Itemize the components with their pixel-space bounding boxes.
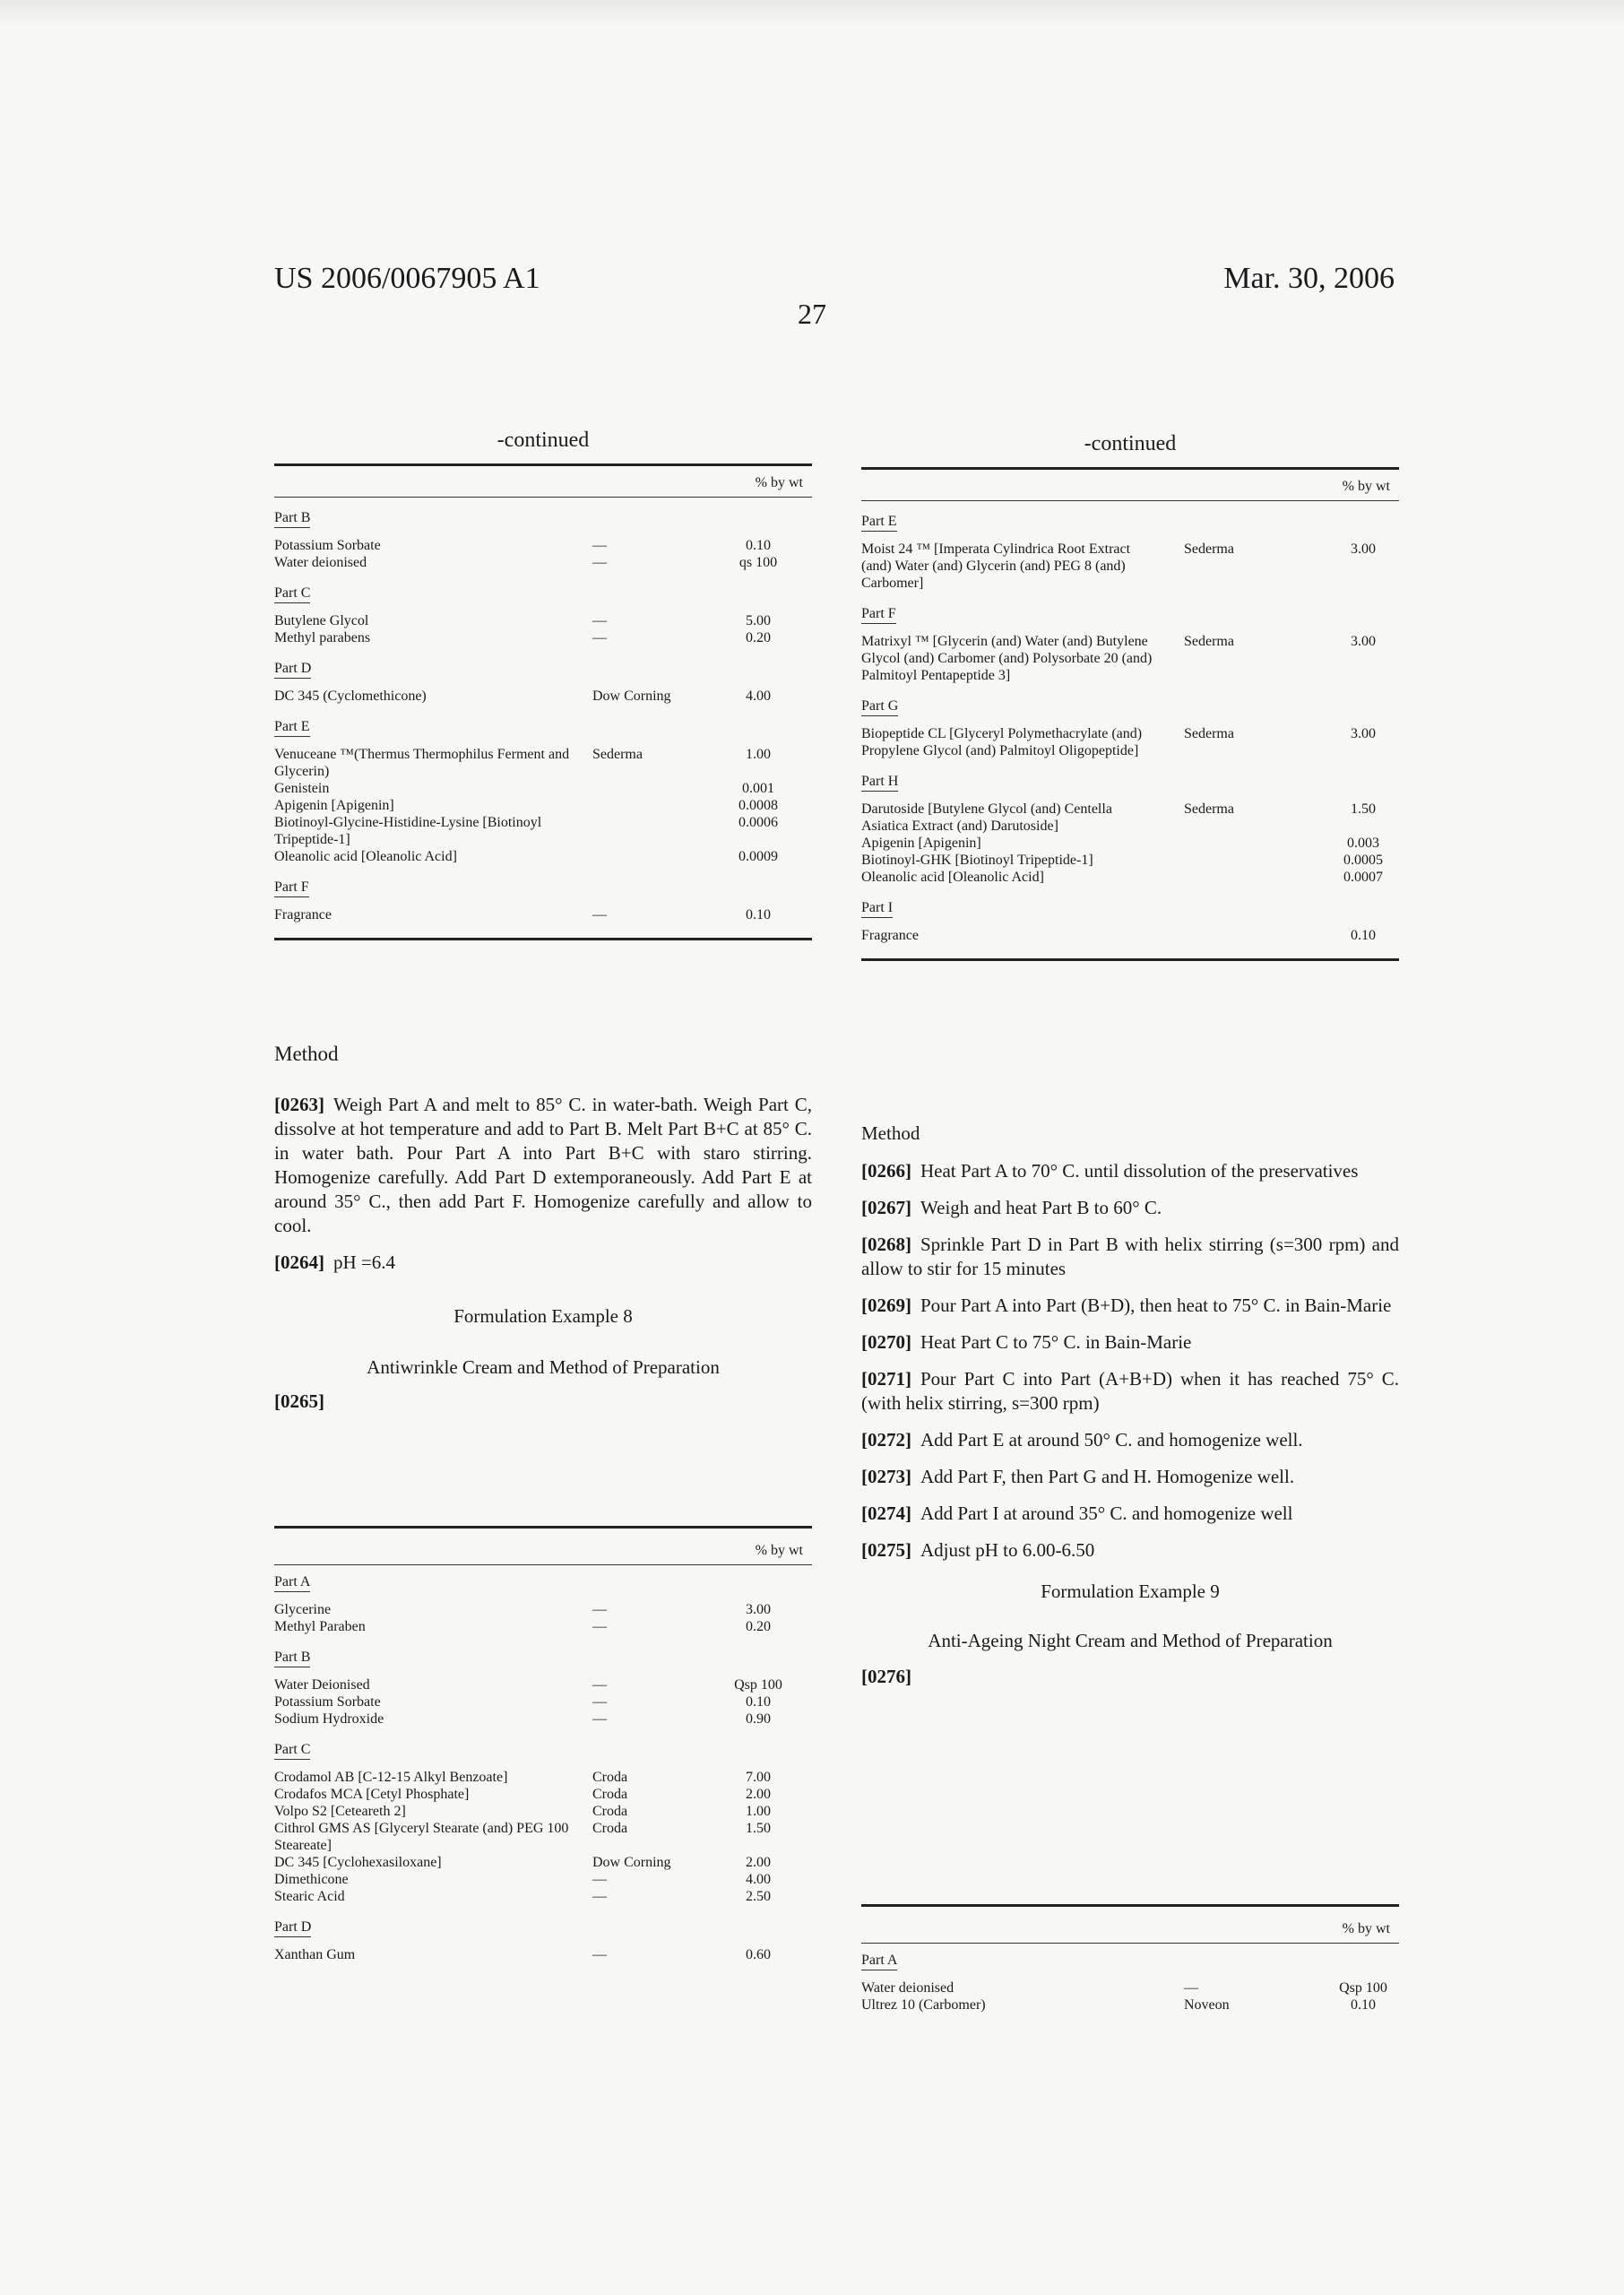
example-title: Formulation Example 8 [454,1305,633,1327]
left-column-table2 [274,1526,812,1978]
ingredient-table [274,510,812,923]
weight-percent: 1.50 [746,1821,771,1836]
right-column [861,432,1399,961]
weight-percent: 1.50 [1351,801,1376,817]
paragraph-0267: [0267] Weigh and heat Part B to 60° C. [861,1197,1162,1218]
table-row [861,1996,1399,2014]
example-title: Formulation Example 9 [1041,1581,1220,1602]
supplier-name: — [592,555,607,570]
table-header-rule [861,1943,1399,1944]
table-row [274,797,812,814]
weight-percent: 0.003 [1347,836,1379,851]
weight-percent: 0.0007 [1343,870,1383,885]
paragraph-0275: [0275] Adjust pH to 6.00-6.50 [861,1539,1095,1561]
table-bottom-rule [861,958,1399,961]
example-subtitle: Antiwrinkle Cream and Method of Preparation [367,1356,720,1378]
unit-header: % by wt [755,475,803,490]
ingredient-name: Crodamol AB [C-12-15 Alkyl Benzoate] [274,1770,508,1785]
method-paragraphs [861,1159,1399,1563]
paragraph-0269: [0269] Pour Part A into Part (B+D), then heat to 75° C. in Bain-Marie [861,1295,1392,1316]
weight-percent: 3.00 [1351,541,1376,557]
part-label: Part A [274,1574,310,1592]
page-number: 27 [798,298,826,330]
weight-percent: 0.0009 [739,849,778,864]
ingredient-name: Oleanolic acid [Oleanolic Acid] [274,849,457,864]
part-label: Part H [861,774,898,792]
table-row [274,1618,812,1635]
ingredient-name: Methyl parabens [274,630,371,645]
unit-header: % by wt [1342,1921,1390,1936]
table-continued-title: -continued [1084,432,1177,455]
ingredient-name: Volpo S2 [Ceteareth 2] [274,1804,406,1819]
table-row [274,1820,812,1854]
table-row [274,1710,812,1728]
ingredient-name: DC 345 [Cyclohexasiloxane] [274,1855,442,1870]
supplier-name: Sederma [1184,801,1234,817]
supplier-name: Dow Corning [592,688,671,704]
supplier-name: Sederma [1184,634,1234,649]
table-row [274,1871,812,1888]
supplier-name: — [592,1889,607,1904]
weight-percent: 0.60 [746,1947,771,1962]
supplier-name: — [1184,1980,1198,1996]
paragraph-0273: [0273] Add Part F, then Part G and H. Homogenize well. [861,1466,1295,1487]
table-row [274,688,812,705]
right-column-table2 [861,1904,1399,2028]
part-label: Part C [274,585,310,603]
supplier-name: — [592,907,607,922]
weight-percent: 0.001 [742,781,774,796]
table-row [274,746,812,780]
weight-percent: 0.10 [746,907,771,922]
ingredient-name: Water deionised [861,1980,955,1996]
part-label: Part G [861,698,898,716]
paragraph-0271: [0271] Pour Part C into Part (A+B+D) when it has reached 75° C. (with helix stirring, s=300 rpm) [861,1368,1399,1414]
table-row [861,633,1399,684]
supplier-name: — [592,630,607,645]
weight-percent: qs 100 [739,555,778,570]
table-row [274,906,812,923]
ingredient-name: Xanthan Gum [274,1947,356,1962]
ingredient-name: Biopeptide CL [Glyceryl Polymethacrylate (and) Propylene Glycol (and) Palmitoyl Oligopeptide] [861,726,1143,758]
ingredient-name: Ultrez 10 (Carbomer) [861,1997,986,2013]
weight-percent: 0.0005 [1343,853,1383,868]
ingredient-name: Biotinoyl-Glycine-Histidine-Lysine [Biotinoyl Tripeptide-1] [274,815,542,847]
part-label: Part C [274,1742,310,1760]
supplier-name: Noveon [1184,1997,1230,2013]
ingredient-name: Glycerine [274,1602,332,1617]
supplier-name: Croda [592,1770,628,1785]
table-header-rule [861,500,1399,501]
table-row [274,780,812,797]
table-row [274,1676,812,1693]
ingredient-name: Potassium Sorbate [274,538,381,553]
supplier-name: Dow Corning [592,1855,671,1870]
table-row [861,541,1399,592]
part-group [861,541,1399,592]
table-header-rule [274,1564,812,1565]
document-number: US 2006/0067905 A1 [274,262,540,295]
table-row [861,869,1399,886]
table-row [274,612,812,629]
method-heading: Method [274,1043,339,1065]
table-row [274,848,812,865]
weight-percent: Qsp 100 [734,1677,782,1693]
part-label: Part F [861,606,896,624]
weight-percent: 2.50 [746,1889,771,1904]
part-group [861,725,1399,759]
weight-percent: 0.0008 [739,798,778,813]
ingredient-name: Fragrance [274,907,332,922]
ingredient-name: Cithrol GMS AS [Glyceryl Stearate (and) PEG 100 Steareate] [274,1821,569,1853]
supplier-name: Sederma [1184,726,1234,741]
weight-percent: 0.10 [1351,928,1376,943]
unit-header: % by wt [755,1543,803,1558]
ingredient-table [861,514,1399,944]
table-row [274,1769,812,1786]
part-group [274,1946,812,1963]
part-group [274,746,812,865]
paragraph-0274: [0274] Add Part I at around 35° C. and homogenize well [861,1503,1293,1524]
paragraph-0264: [0264] pH =6.4 [274,1251,396,1273]
part-label: Part F [274,879,309,897]
table-header-rule [274,497,812,498]
supplier-name: — [592,1602,607,1617]
ingredient-name: Apigenin [Apigenin] [274,798,394,813]
supplier-name: — [592,1677,607,1693]
table-row [861,835,1399,852]
weight-percent: 4.00 [746,688,771,704]
supplier-name: Croda [592,1821,628,1836]
weight-percent: 0.20 [746,630,771,645]
table-row [861,801,1399,835]
scan-edge [0,0,1624,27]
part-group [274,537,812,571]
weight-percent: 3.00 [746,1602,771,1617]
part-group [861,633,1399,684]
table-row [274,1854,812,1871]
publication-date: Mar. 30, 2006 [1223,262,1395,295]
table-row [274,1601,812,1618]
method-section-right [861,1122,1399,1702]
ingredient-name: Genistein [274,781,330,796]
weight-percent: 7.00 [746,1770,771,1785]
table-row [274,1946,812,1963]
ingredient-name: Oleanolic acid [Oleanolic Acid] [861,870,1044,885]
ingredient-name: Water Deionised [274,1677,370,1693]
ingredient-table [861,1953,1399,2014]
supplier-name: — [592,1872,607,1887]
weight-percent: 0.10 [746,1694,771,1710]
weight-percent: 1.00 [746,747,771,762]
weight-percent: 0.10 [746,538,771,553]
ingredient-name: Darutoside [Butylene Glycol (and) Centella Asiatica Extract (and) Darutoside] [861,801,1112,834]
weight-percent: 3.00 [1351,726,1376,741]
table-row [274,537,812,554]
table-row [861,927,1399,944]
weight-percent: 4.00 [746,1872,771,1887]
ingredient-name: Fragrance [861,928,919,943]
ingredient-name: Stearic Acid [274,1889,345,1904]
weight-percent: 1.00 [746,1804,771,1819]
part-label: Part A [861,1953,897,1970]
weight-percent: 0.10 [1351,1997,1376,2013]
supplier-name: Sederma [592,747,643,762]
ingredient-name: DC 345 (Cyclomethicone) [274,688,427,704]
ingredient-name: Sodium Hydroxide [274,1711,384,1727]
weight-percent: 0.0006 [739,815,778,830]
weight-percent: 0.90 [746,1711,771,1727]
paragraph-0272: [0272] Add Part E at around 50° C. and homogenize well. [861,1429,1303,1451]
weight-percent: 0.20 [746,1619,771,1634]
table-continued-title: -continued [497,429,590,452]
part-label: Part D [274,1919,311,1937]
ingredient-name: Biotinoyl-GHK [Biotinoyl Tripeptide-1] [861,853,1093,868]
table-row [274,1693,812,1710]
table-row [274,1803,812,1820]
supplier-name: — [592,538,607,553]
part-group [274,1769,812,1905]
supplier-name: — [592,1619,607,1634]
ingredient-name: Butylene Glycol [274,613,369,628]
supplier-name: Croda [592,1804,628,1819]
part-group [274,906,812,923]
part-label: Part B [274,510,310,528]
part-group [861,801,1399,886]
supplier-name: — [592,1694,607,1710]
ingredient-name: Moist 24 ™ [Imperata Cylindrica Root Extract (and) Water (and) Glycerin (and) PEG 8 (and) Carbomer] [861,541,1131,591]
part-group [861,927,1399,944]
supplier-name: — [592,1711,607,1727]
part-group [274,1601,812,1635]
weight-percent: 3.00 [1351,634,1376,649]
example-subtitle: Anti-Ageing Night Cream and Method of Preparation [928,1630,1333,1651]
paragraph-0276: [0276] [861,1666,911,1687]
method-heading: Method [861,1122,920,1144]
ingredient-name: Matrixyl ™ [Glycerin (and) Water (and) Butylene Glycol (and) Carbomer (and) Polysorbate 20 (and) Palmitoyl Pentapeptide 3] [861,634,1153,683]
table-bottom-rule [274,938,812,940]
ingredient-name: Potassium Sorbate [274,1694,381,1710]
part-group [274,688,812,705]
paragraph-0265: [0265] [274,1390,324,1412]
table-row [274,1786,812,1803]
weight-percent: 5.00 [746,613,771,628]
table-row [861,852,1399,869]
table-row [861,1979,1399,1996]
ingredient-name: Apigenin [Apigenin] [861,836,981,851]
weight-percent: 2.00 [746,1787,771,1802]
ingredient-name: Venuceane ™(Thermus Thermophilus Ferment and Glycerin) [274,747,570,779]
table-row [274,554,812,571]
part-label: Part E [274,719,310,737]
paragraph-0266: [0266] Heat Part A to 70° C. until dissolution of the preservatives [861,1160,1359,1182]
supplier-name: — [592,1947,607,1962]
part-label: Part I [861,900,893,918]
paragraph-0270: [0270] Heat Part C to 75° C. in Bain-Marie [861,1331,1192,1353]
part-label: Part B [274,1650,310,1667]
unit-header: % by wt [1342,479,1390,494]
paragraph-0263: [0263] Weigh Part A and melt to 85° C. in water-bath. Weigh Part C, dissolve at hot temperature and add to Part B. Melt Part B+C at 85° C. in water bath. Pour Part A into Part B+C with staro stirring. Homogenize carefully. Add Part D extemporaneously. Add Part E at around 35° C., then add Part F. Homogenize carefully and allow to cool. [274,1094,812,1236]
table-row [274,1888,812,1905]
supplier-name: Croda [592,1787,628,1802]
supplier-name: Sederma [1184,541,1234,557]
ingredient-name: Dimethicone [274,1872,349,1887]
weight-percent: 2.00 [746,1855,771,1870]
supplier-name: — [592,613,607,628]
part-label: Part D [274,661,311,679]
paragraph-0268: [0268] Sprinkle Part D in Part B with helix stirring (s=300 rpm) and allow to stir for 15 minutes [861,1234,1399,1279]
ingredient-name: Methyl Paraben [274,1619,366,1634]
table-row [274,814,812,848]
ingredient-table [274,1574,812,1963]
table-row [861,725,1399,759]
method-section-left [274,1043,812,1426]
table-row [274,629,812,646]
part-group [861,1979,1399,2014]
ingredient-name: Water deionised [274,555,367,570]
weight-percent: Qsp 100 [1339,1980,1387,1996]
part-label: Part E [861,514,897,532]
part-group [274,1676,812,1728]
part-group [274,612,812,646]
ingredient-name: Crodafos MCA [Cetyl Phosphate] [274,1787,470,1802]
left-column [274,429,812,940]
